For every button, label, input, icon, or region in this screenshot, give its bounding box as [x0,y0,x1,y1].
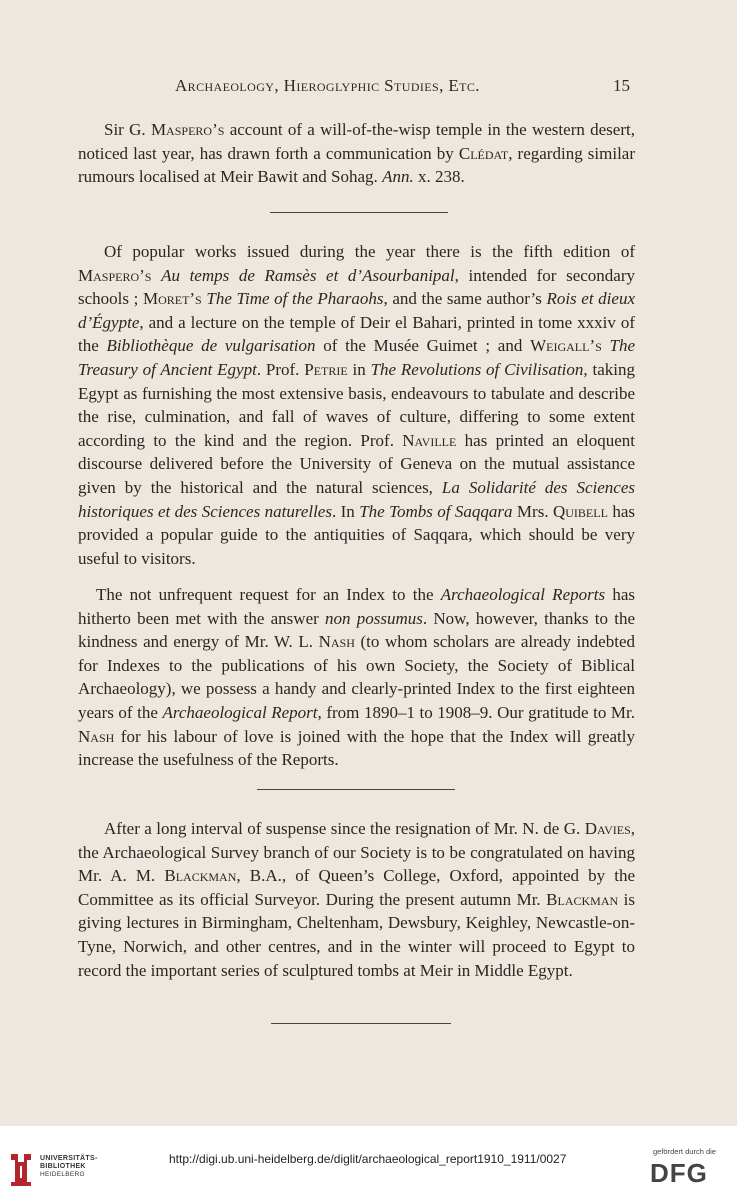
text-run: Mrs. [512,501,553,521]
text-run [602,336,610,355]
paragraph-popular-works [78,240,635,570]
library-name-line3: HEIDELBERG [40,1171,85,1178]
text-run: of the Musée Guimet ; and [315,336,531,356]
dfg-logo: DFG [650,1158,708,1188]
text-run: has printed an eloquent discourse delivered before the University of Geneva on the mutual assistance given by the historical and the natural sciences, [78,430,635,497]
text-run: , regarding similar rumours localised at Meir Bawit and Sohag. [78,143,636,187]
running-title: Archaeology, Hieroglyphic Studies, Etc. [175,76,480,95]
italic-text: La Solidarité des Sciences historiques et des Sciences naturelles [78,477,635,521]
small-caps-name: Moret’s [142,289,202,309]
paragraph-index-reports [78,583,635,772]
text-run: . In [331,501,360,521]
text-run: account of a will-of-the-wisp temple in the western desert, noticed last year, has drawn forth a communication by [78,120,635,163]
small-caps-name: Nash [78,726,115,746]
small-caps-name: Quibell [552,501,608,521]
digitization-footer [0,1126,737,1195]
funded-by-label: gefördert durch die [653,1147,716,1156]
library-name-line2: BIBLIOTHEK [40,1163,86,1170]
italic-text: Archaeological Reports [440,585,606,604]
text-run: Sir G. [104,120,151,139]
italic-text: The Time of the Pharaohs [206,289,384,309]
text-run: , and a lecture on the temple of Deir el Bahari, printed in tome xxxiv of the [78,312,635,356]
paragraph-maspero-temple [78,118,635,189]
paragraph-archaeological-survey [78,817,635,982]
section-divider [270,212,448,213]
small-caps-name: Nash [318,632,355,652]
text-run [151,266,161,285]
small-caps-name: Clédat [458,143,509,163]
small-caps-name: Weigall’s [530,336,602,356]
small-caps-name: Davies [584,819,631,838]
section-divider [257,789,455,790]
permalink-url[interactable]: http://digi.ub.uni-heidelberg.de/diglit/archaeological_report1910_1911/0027 [169,1152,567,1166]
text-run: for his labour of love is joined with the hope that the Index will greatly increase the usefulness of the Reports. [78,726,635,770]
section-divider [271,1023,451,1024]
text-run: , the Archaeological Survey branch of our Society is to be congratulated on having Mr. A. M. [78,819,635,886]
small-caps-name: Maspero’s [150,120,225,139]
small-caps-name: Blackman [164,866,237,886]
text-run: has hitherto been met with the answer [78,585,635,628]
text-run: . Prof. [256,359,305,379]
text-run: After a long interval of suspense since the resignation of Mr. N. de G. [104,819,585,838]
italic-text: Au temps de Ramsès et d’Asourbanipal [161,265,455,285]
text-run: has provided a popular guide to the antiquities of Saqqara, which should be very useful to visitors. [78,501,635,568]
page-header [0,76,737,100]
text-run: x. 238. [413,167,465,187]
text-run: , from 1890–1 to 1908–9. Our gratitude to Mr. [317,702,635,722]
italic-text: non possumus [325,608,423,628]
italic-text: Bibliothèque de vulgarisation [106,336,316,356]
text-run: , and the same author’s [383,289,547,309]
italic-text: The Treasury of Ancient Egypt [78,336,635,379]
small-caps-name: Naville [402,430,457,450]
italic-text: Ann. [382,167,414,187]
page-number: 15 [613,76,630,95]
italic-text: The Tombs of Saqqara [359,501,513,521]
text-run: , B.A., of Queen’s College, Oxford, appointed by the Committee as its official Surveyor. During the present autumn Mr. [78,866,636,909]
italic-text: Archaeological Report [162,702,318,722]
text-run: Of popular works issued during the year there is the fifth edition of [104,242,635,261]
text-run: . Now, however, thanks to the kindness and energy of Mr. W. L. [78,608,635,652]
text-run: , taking Egypt as furnishing the most extensive basis, endeavours to tabulate and describe the rise, culmination, and fall of waves of culture, differing to some extent according to the kind and the region. Prof. [78,359,635,450]
text-run: (to whom scholars are already indebted for Indexes to the publications of his own Society, the Society of Biblical Archaeology), we possess a handy and clearly-printed Index to the first eighteen years of the [78,632,635,722]
italic-text: Rois et dieux d’Égypte [78,289,635,332]
small-caps-name: Maspero’s [78,265,152,285]
university-library-logo-icon [8,1148,34,1188]
italic-text: The Revolutions of Civilisation [370,359,584,379]
small-caps-name: Blackman [546,889,619,909]
small-caps-name: Petrie [304,359,348,379]
library-name-line1: UNIVERSITÄTS- [40,1155,98,1162]
text-run: is giving lectures in Birmingham, Cheltenham, Dewsbury, Keighley, Newcastle-on-Tyne, Norwich, and other centres, and in the winter will proceed to Egypt to record the important series of sculptured tombs at Meir in Middle Egypt. [78,889,635,980]
text-run: The not unfrequent request for an Index to the [96,585,441,604]
text-run: in [347,359,371,379]
text-run: , intended for secondary schools ; [78,265,635,309]
